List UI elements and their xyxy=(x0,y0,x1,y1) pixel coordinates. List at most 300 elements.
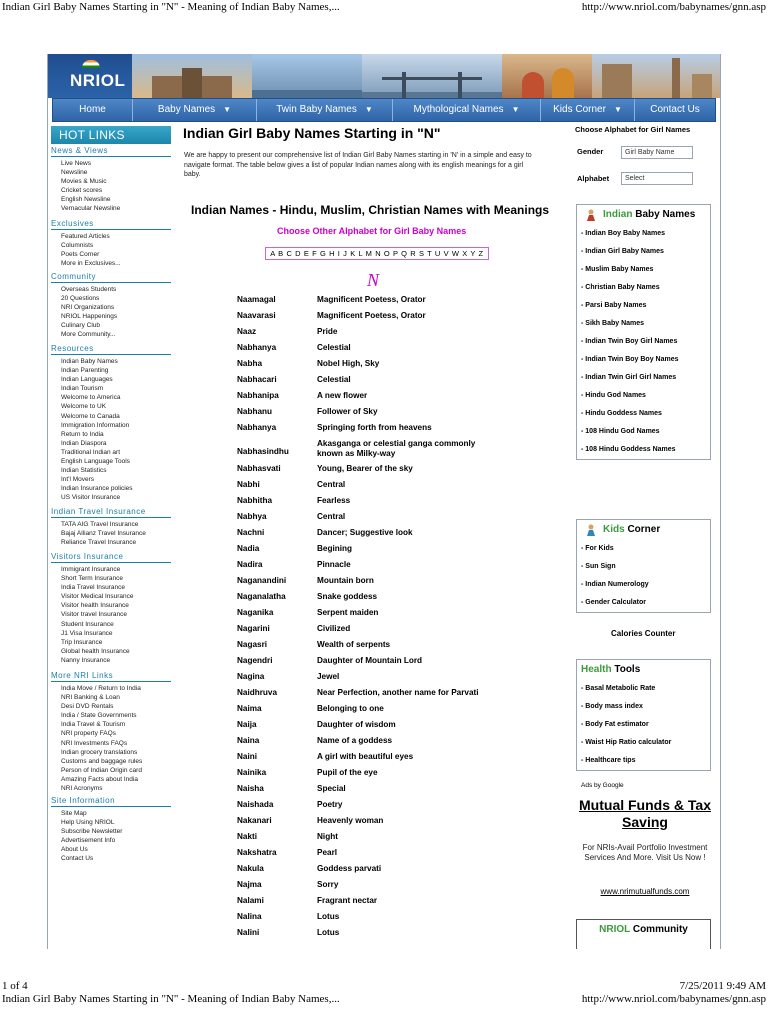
sidebar-link[interactable]: Desi DVD Rentals xyxy=(61,703,114,711)
table-row xyxy=(237,800,537,816)
sidebar-link[interactable]: US Visitor Insurance xyxy=(61,494,121,502)
name-meaning: Akasganga or celestial ganga commonly known as Milky-way xyxy=(317,439,476,458)
sidebar-link[interactable]: Indian Baby Names xyxy=(61,358,118,365)
box-heading-rest: Corner xyxy=(624,524,661,535)
table-row xyxy=(237,295,537,311)
box-heading xyxy=(577,520,710,540)
baby-name: Naganalatha xyxy=(237,592,286,601)
sidebar-link-list xyxy=(51,518,171,547)
baby-name: Nabhi xyxy=(237,480,260,489)
print-header xyxy=(0,1,768,15)
sidebar-link[interactable]: Nanny Insurance xyxy=(61,656,111,664)
sidebar-section-heading: News & Views xyxy=(51,146,171,157)
sidebar-link[interactable]: Reliance Travel Insurance xyxy=(61,539,137,547)
baby-name: Nagarini xyxy=(237,624,270,633)
sidebar-link[interactable]: Indian Statistics xyxy=(61,467,107,475)
table-row xyxy=(237,624,537,640)
banner-image-gateway xyxy=(132,54,252,98)
nav-label: Kids Corner xyxy=(553,104,606,115)
sidebar-link[interactable]: Bajaj Allianz Travel Insurance xyxy=(61,530,146,538)
box-link[interactable]: - Indian Twin Boy Boy Names xyxy=(581,351,710,369)
name-meaning: Young, Bearer of the sky xyxy=(317,464,413,473)
health-tools-box xyxy=(576,659,711,771)
name-meaning: Central xyxy=(317,512,346,521)
sidebar-link[interactable]: Immigration Information xyxy=(61,421,130,429)
sidebar-link[interactable]: English Language Tools xyxy=(61,458,130,466)
table-row xyxy=(237,391,537,407)
sidebar-link[interactable]: About Us xyxy=(61,846,88,854)
sidebar-link[interactable]: 20 Questions xyxy=(61,295,100,303)
banner-image-bridge xyxy=(362,54,502,98)
flag-icon xyxy=(82,60,100,68)
sidebar-link[interactable]: More Community... xyxy=(61,331,116,339)
sidebar-link[interactable]: Int'l Movers xyxy=(61,476,95,484)
name-meaning: Begining xyxy=(317,544,353,553)
box-link[interactable]: - Hindu Goddess Names xyxy=(581,405,710,423)
baby-name: Naavarasi xyxy=(237,311,276,320)
sidebar-link[interactable]: Newsline xyxy=(61,169,88,177)
box-link[interactable]: - 108 Hindu God Names xyxy=(581,423,710,441)
nav-mythological-names[interactable] xyxy=(393,99,541,121)
sidebar-link[interactable]: Amazing Facts about India xyxy=(61,775,138,783)
sidebar-link-list xyxy=(51,563,171,665)
table-row xyxy=(237,464,537,480)
sidebar-link[interactable]: India Travel Insurance xyxy=(61,584,125,592)
baby-name: Nabhanya xyxy=(237,343,277,352)
table-row xyxy=(237,608,537,624)
sidebar-link-list xyxy=(51,230,171,268)
main-nav xyxy=(52,98,716,122)
sidebar-link[interactable]: Overseas Students xyxy=(61,286,117,293)
box-link[interactable]: - Body mass index xyxy=(581,698,710,716)
box-heading-rest: Baby Names xyxy=(632,209,696,220)
table-row xyxy=(237,672,537,688)
print-header-title: Indian Girl Baby Names Starting in "N" - Meaning of Indian Baby Names,... xyxy=(2,1,340,13)
section-subtitle: Indian Names - Hindu, Muslim, Christian Names with Meanings xyxy=(191,203,550,217)
banner-image-harbour xyxy=(252,54,362,98)
chevron-down-icon: ▼ xyxy=(223,105,232,114)
table-row xyxy=(237,327,537,343)
baby-name: Nalina xyxy=(237,912,262,921)
table-row xyxy=(237,736,537,752)
sidebar-link[interactable]: Columnists xyxy=(61,242,94,250)
indian-baby-names-box xyxy=(576,204,711,460)
baby-name: Nabhacari xyxy=(237,375,277,384)
baby-name: Naishada xyxy=(237,800,274,809)
table-row xyxy=(237,423,537,439)
table-row xyxy=(237,848,537,864)
sidebar-section-heading: Site Information xyxy=(51,796,171,807)
box-link[interactable]: - Indian Twin Girl Girl Names xyxy=(581,369,710,387)
nav-label: Home xyxy=(79,104,106,115)
baby-name: Nagina xyxy=(237,672,265,681)
chevron-down-icon: ▼ xyxy=(511,105,520,114)
box-heading-rest: Community xyxy=(630,924,688,935)
sidebar-link[interactable]: TATA AIG Travel Insurance xyxy=(61,521,139,528)
site-frame xyxy=(47,54,721,949)
sidebar-link[interactable]: Traditional Indian art xyxy=(61,448,121,456)
name-meaning: Mountain born xyxy=(317,576,374,585)
box-link[interactable]: - Waist Hip Ratio calculator xyxy=(581,734,710,752)
box-link[interactable]: - Sun Sign xyxy=(581,558,710,576)
table-row xyxy=(237,407,537,423)
sidebar-link[interactable]: Help Using NRIOL xyxy=(61,819,115,827)
baby-name: Nadia xyxy=(237,544,260,553)
choose-alphabet-heading: Choose Other Alphabet for Girl Baby Names xyxy=(277,226,467,236)
health-tools-links xyxy=(577,680,710,770)
kids-corner-box xyxy=(576,519,711,613)
sidebar-link[interactable]: Poets Corner xyxy=(61,251,100,259)
name-meaning: Magnificent Poetess, Orator xyxy=(317,311,426,320)
box-link[interactable]: - Hindu God Names xyxy=(581,387,710,405)
box-link[interactable]: - Healthcare tips xyxy=(581,752,710,770)
baby-name: Nainika xyxy=(237,768,267,777)
alphabet-select[interactable]: Select xyxy=(621,172,693,185)
sidebar-link[interactable]: India Move / Return to India xyxy=(61,685,141,692)
name-meaning: Goddess parvati xyxy=(317,864,382,873)
sidebar-link[interactable]: More in Exclusives... xyxy=(61,260,121,268)
baby-name: Nagasri xyxy=(237,640,268,649)
baby-name: Naidhruva xyxy=(237,688,278,697)
name-meaning: Follower of Sky xyxy=(317,407,378,416)
box-link[interactable]: - For Kids xyxy=(581,540,710,558)
baby-name: Nadira xyxy=(237,560,263,569)
baby-name: Nabhya xyxy=(237,512,267,521)
name-meaning: Night xyxy=(317,832,338,841)
table-row xyxy=(237,480,537,496)
alphabet-label: Alphabet xyxy=(577,174,610,183)
ads-by-google[interactable]: Ads by Google xyxy=(581,782,624,789)
baby-name: Naisha xyxy=(237,784,264,793)
baby-name: Naamagal xyxy=(237,295,276,304)
name-meaning: Dancer; Suggestive look xyxy=(317,528,413,537)
table-row xyxy=(237,496,537,512)
sidebar-link[interactable]: Immigrant Insurance xyxy=(61,566,121,573)
print-footer-title: Indian Girl Baby Names Starting in "N" - Meaning of Indian Baby Names,... xyxy=(2,993,340,1005)
box-link[interactable]: - Parsi Baby Names xyxy=(581,297,710,315)
gender-select[interactable]: Girl Baby Name xyxy=(621,146,693,159)
table-row xyxy=(237,311,537,327)
baby-names-links xyxy=(577,225,710,459)
sidebar-link[interactable]: Student Insurance xyxy=(61,620,114,628)
sidebar-link[interactable]: Indian Parenting xyxy=(61,367,109,375)
chevron-down-icon: ▼ xyxy=(364,105,373,114)
table-row xyxy=(237,816,537,832)
baby-name: Nabha xyxy=(237,359,263,368)
sidebar-section xyxy=(51,344,171,503)
name-meaning: Sorry xyxy=(317,880,339,889)
sidebar-link[interactable]: Cricket scores xyxy=(61,187,103,195)
baby-name: Nabhasindhu xyxy=(237,447,289,456)
calories-counter-link[interactable]: Calories Counter xyxy=(611,629,676,638)
table-row xyxy=(237,592,537,608)
baby-name: Nabhanipa xyxy=(237,391,279,400)
sidebar-section-heading: Resources xyxy=(51,344,171,355)
sidebar-link[interactable]: Return to India xyxy=(61,430,104,438)
box-link[interactable]: - Indian Boy Baby Names xyxy=(581,225,710,243)
box-heading-accent: Indian xyxy=(603,209,633,220)
sidebar-link[interactable]: Contact Us xyxy=(61,855,94,863)
box-link[interactable]: - Body Fat estimator xyxy=(581,716,710,734)
name-meaning: Fearless xyxy=(317,496,351,505)
name-meaning: Central xyxy=(317,480,346,489)
nav-label: Contact Us xyxy=(650,104,700,115)
sidebar-link[interactable]: Movies & Music xyxy=(61,178,107,186)
name-meaning: Civilized xyxy=(317,624,351,633)
sidebar-section-heading: Visitors Insurance xyxy=(51,552,171,563)
sidebar-link[interactable]: Indian Diaspora xyxy=(61,439,107,447)
nav-baby-names[interactable] xyxy=(133,99,257,121)
baby-name: Nakula xyxy=(237,864,264,873)
name-meaning: Daughter of Mountain Lord xyxy=(317,656,423,665)
table-row xyxy=(237,640,537,656)
table-row xyxy=(237,912,537,928)
table-row xyxy=(237,928,537,944)
name-meaning: Pupil of the eye xyxy=(317,768,378,777)
child-icon xyxy=(585,209,597,221)
baby-name: Nakshatra xyxy=(237,848,277,857)
sidebar-link[interactable]: Advertisement Info xyxy=(61,837,116,845)
chevron-down-icon: ▼ xyxy=(613,105,622,114)
sidebar-section-heading: Exclusives xyxy=(51,219,171,230)
sidebar-link[interactable]: NRI Investments FAQs xyxy=(61,739,128,747)
name-meaning: Serpent maiden xyxy=(317,608,379,617)
sidebar-link[interactable]: Short Term Insurance xyxy=(61,575,124,583)
logo[interactable] xyxy=(48,54,132,98)
ad-title-link[interactable]: Mutual Funds & Tax Saving xyxy=(579,797,711,830)
sidebar-link[interactable]: Indian Tourism xyxy=(61,385,104,393)
sidebar-section xyxy=(51,796,171,864)
choose-alphabet-title: Choose Alphabet for Girl Names xyxy=(575,125,691,134)
ad-body: For NRIs-Avail Portfolio Investment Services And More. Visit Us Now ! xyxy=(582,843,708,862)
name-meaning: Poetry xyxy=(317,800,343,809)
baby-name: Najma xyxy=(237,880,262,889)
sidebar-link[interactable]: Trip Insurance xyxy=(61,638,103,646)
table-row xyxy=(237,720,537,736)
print-header-url: http://www.nriol.com/babynames/gnn.asp xyxy=(581,1,766,13)
table-row xyxy=(237,832,537,848)
sidebar-section xyxy=(51,507,171,547)
table-row xyxy=(237,560,537,576)
table-row xyxy=(237,896,537,912)
sidebar-section-heading: More NRI Links xyxy=(51,671,171,682)
box-link[interactable]: - Christian Baby Names xyxy=(581,279,710,297)
sidebar-section xyxy=(51,272,171,340)
print-datetime: 7/25/2011 9:49 AM xyxy=(679,980,766,992)
name-meaning: Belonging to one xyxy=(317,704,384,713)
baby-name: Naaz xyxy=(237,327,257,336)
baby-name: Nalini xyxy=(237,928,260,937)
kids-corner-links xyxy=(577,540,710,612)
page-title: Indian Girl Baby Names Starting in "N" xyxy=(183,125,441,141)
names-table xyxy=(237,295,537,944)
table-row xyxy=(237,528,537,544)
hot-links-sidebar xyxy=(51,124,171,949)
sidebar-link[interactable]: Visitor health Insurance xyxy=(61,602,129,610)
sidebar-link[interactable]: Indian Languages xyxy=(61,376,113,384)
baby-name: Naganika xyxy=(237,608,274,617)
sidebar-section xyxy=(51,552,171,665)
box-link[interactable]: - Sikh Baby Names xyxy=(581,315,710,333)
nav-home[interactable] xyxy=(53,99,133,121)
name-meaning: Snake goddess xyxy=(317,592,378,601)
sidebar-link[interactable]: Subscribe Newsletter xyxy=(61,828,123,836)
box-heading-accent: NRIOL xyxy=(599,924,631,935)
sidebar-link[interactable]: Welcome to America xyxy=(61,394,121,402)
table-row xyxy=(237,656,537,672)
table-row xyxy=(237,343,537,359)
sidebar-link[interactable]: NRI Organizations xyxy=(61,304,115,312)
sidebar-link[interactable]: Culinary Club xyxy=(61,322,101,330)
sidebar-link[interactable]: Site Map xyxy=(61,810,87,817)
name-meaning: A new flower xyxy=(317,391,368,400)
nav-kids-corner[interactable] xyxy=(541,99,635,121)
sidebar-link[interactable]: India Travel & Tourism xyxy=(61,721,126,729)
table-row xyxy=(237,768,537,784)
sidebar-link[interactable]: Indian Insurance policies xyxy=(61,485,133,493)
box-heading-accent: Kids xyxy=(603,524,625,535)
nriol-community-box xyxy=(576,919,711,949)
baby-name: Naganandini xyxy=(237,576,287,585)
sidebar-link[interactable]: Visitor travel Insurance xyxy=(61,611,127,619)
banner-image-people xyxy=(502,54,592,98)
baby-name: Nabhitha xyxy=(237,496,273,505)
baby-name: Naini xyxy=(237,752,258,761)
name-meaning: Name of a goddess xyxy=(317,736,393,745)
site-banner xyxy=(48,54,720,98)
table-row xyxy=(237,375,537,391)
baby-name: Naija xyxy=(237,720,257,729)
sidebar-link[interactable]: English Newsline xyxy=(61,196,111,204)
sidebar-link[interactable]: Indian grocery translations xyxy=(61,748,138,756)
sidebar-link[interactable]: Vernacular Newsline xyxy=(61,205,121,213)
box-link[interactable]: - Gender Calculator xyxy=(581,594,710,612)
child-icon xyxy=(585,524,597,536)
table-row xyxy=(237,688,537,704)
box-heading xyxy=(577,660,710,680)
sidebar-link[interactable]: Welcome to Canada xyxy=(61,412,120,420)
baby-name: Nakanari xyxy=(237,816,272,825)
sidebar-section xyxy=(51,146,171,214)
nav-label: Twin Baby Names xyxy=(276,104,357,115)
name-meaning: Pinnacle xyxy=(317,560,351,569)
box-link[interactable]: - Indian Twin Boy Girl Names xyxy=(581,333,710,351)
sidebar-link[interactable]: NRIOL Happenings xyxy=(61,313,118,321)
box-link[interactable]: - Basal Metabolic Rate xyxy=(581,680,710,698)
print-footer-url: http://www.nriol.com/babynames/gnn.asp xyxy=(581,993,766,1005)
name-meaning: Lotus xyxy=(317,912,340,921)
sidebar-link[interactable]: Featured Articles xyxy=(61,233,110,240)
gender-label: Gender xyxy=(577,147,604,156)
baby-name: Nabhasvati xyxy=(237,464,281,473)
baby-name: Naima xyxy=(237,704,262,713)
baby-name: Naina xyxy=(237,736,260,745)
baby-name: Nakti xyxy=(237,832,258,841)
name-meaning: Lotus xyxy=(317,928,340,937)
name-meaning: Celestial xyxy=(317,343,351,352)
sidebar-link[interactable]: NRI Banking & Loan xyxy=(61,694,120,702)
name-meaning: Fragrant nectar xyxy=(317,896,378,905)
main-content xyxy=(181,124,577,949)
sidebar-section xyxy=(51,671,171,793)
table-row xyxy=(237,784,537,800)
sidebar-link[interactable]: Customs and baggage rules xyxy=(61,757,143,765)
table-row xyxy=(237,704,537,720)
nav-label: Mythological Names xyxy=(413,104,504,115)
name-meaning: Springing forth from heavens xyxy=(317,423,432,432)
box-link[interactable]: - Muslim Baby Names xyxy=(581,261,710,279)
table-row xyxy=(237,439,537,464)
table-row xyxy=(237,359,537,375)
name-meaning: Pearl xyxy=(317,848,338,857)
sidebar-section-heading: Community xyxy=(51,272,171,283)
name-meaning: Wealth of serpents xyxy=(317,640,391,649)
sidebar-link[interactable]: Visitor Medical Insurance xyxy=(61,593,134,601)
baby-name: Nachni xyxy=(237,528,265,537)
box-heading xyxy=(577,920,710,940)
box-link[interactable]: - 108 Hindu Goddess Names xyxy=(581,441,710,459)
sidebar-link[interactable]: Welcome to UK xyxy=(61,403,107,411)
sidebar-link[interactable]: J1 Visa Insurance xyxy=(61,629,113,637)
alphabet-links[interactable]: A B C D E F G H I J K L M N O P Q R S T U V W X Y Z xyxy=(265,247,489,260)
right-column xyxy=(575,124,715,949)
current-letter: N xyxy=(367,270,380,290)
table-row xyxy=(237,544,537,560)
baby-name: Nalami xyxy=(237,896,264,905)
nav-contact-us[interactable] xyxy=(635,99,715,121)
table-row xyxy=(237,512,537,528)
ad-url-link[interactable]: www.nrimutualfunds.com xyxy=(600,887,690,896)
sidebar-link[interactable]: NRI Acronyms xyxy=(61,785,103,793)
print-page-number: 1 of 4 xyxy=(2,980,28,992)
sidebar-section xyxy=(51,219,171,268)
box-heading-accent: Health xyxy=(581,664,612,675)
baby-name: Nagendri xyxy=(237,656,273,665)
box-heading-rest: Tools xyxy=(611,664,641,675)
baby-name: Nabhanya xyxy=(237,423,277,432)
sidebar-link[interactable]: Global health Insurance xyxy=(61,647,130,655)
name-meaning: Daughter of wisdom xyxy=(317,720,396,729)
name-meaning: Near Perfection, another name for Parvati xyxy=(317,688,479,697)
name-meaning: Heavenly woman xyxy=(317,816,384,825)
intro-text: We are happy to present our comprehensive list of Indian Girl Baby Names starting in 'N' in a simple and easy to navigate format. The table below gives a list of popular Indian names along with its english meanings for a girl baby. xyxy=(184,152,532,178)
name-meaning: Special xyxy=(317,784,346,793)
banner-image-monuments xyxy=(592,54,720,98)
sidebar-link-list xyxy=(51,682,171,793)
nav-label: Baby Names xyxy=(157,104,216,115)
name-meaning: Pride xyxy=(317,327,338,336)
sidebar-link-list xyxy=(51,157,171,214)
baby-name: Nabhanu xyxy=(237,407,273,416)
table-row xyxy=(237,864,537,880)
hot-links-title: HOT LINKS xyxy=(51,126,171,144)
box-link[interactable]: - Indian Girl Baby Names xyxy=(581,243,710,261)
sidebar-link-list xyxy=(51,807,171,864)
sidebar-link-list xyxy=(51,283,171,340)
sidebar-link[interactable]: NRI property FAQs xyxy=(61,730,116,738)
table-row xyxy=(237,752,537,768)
sidebar-link[interactable]: Live News xyxy=(61,160,91,167)
print-footer xyxy=(0,980,768,1020)
sidebar-link[interactable]: Person of Indian Origin card xyxy=(61,766,142,774)
box-link[interactable]: - Indian Numerology xyxy=(581,576,710,594)
logo-text: NRIOL xyxy=(70,71,126,90)
sidebar-link-list xyxy=(51,355,171,503)
nav-twin-baby-names[interactable] xyxy=(257,99,393,121)
name-meaning: Magnificent Poetess, Orator xyxy=(317,295,426,304)
box-heading xyxy=(577,205,710,225)
sidebar-link[interactable]: India / State Governments xyxy=(61,712,137,720)
